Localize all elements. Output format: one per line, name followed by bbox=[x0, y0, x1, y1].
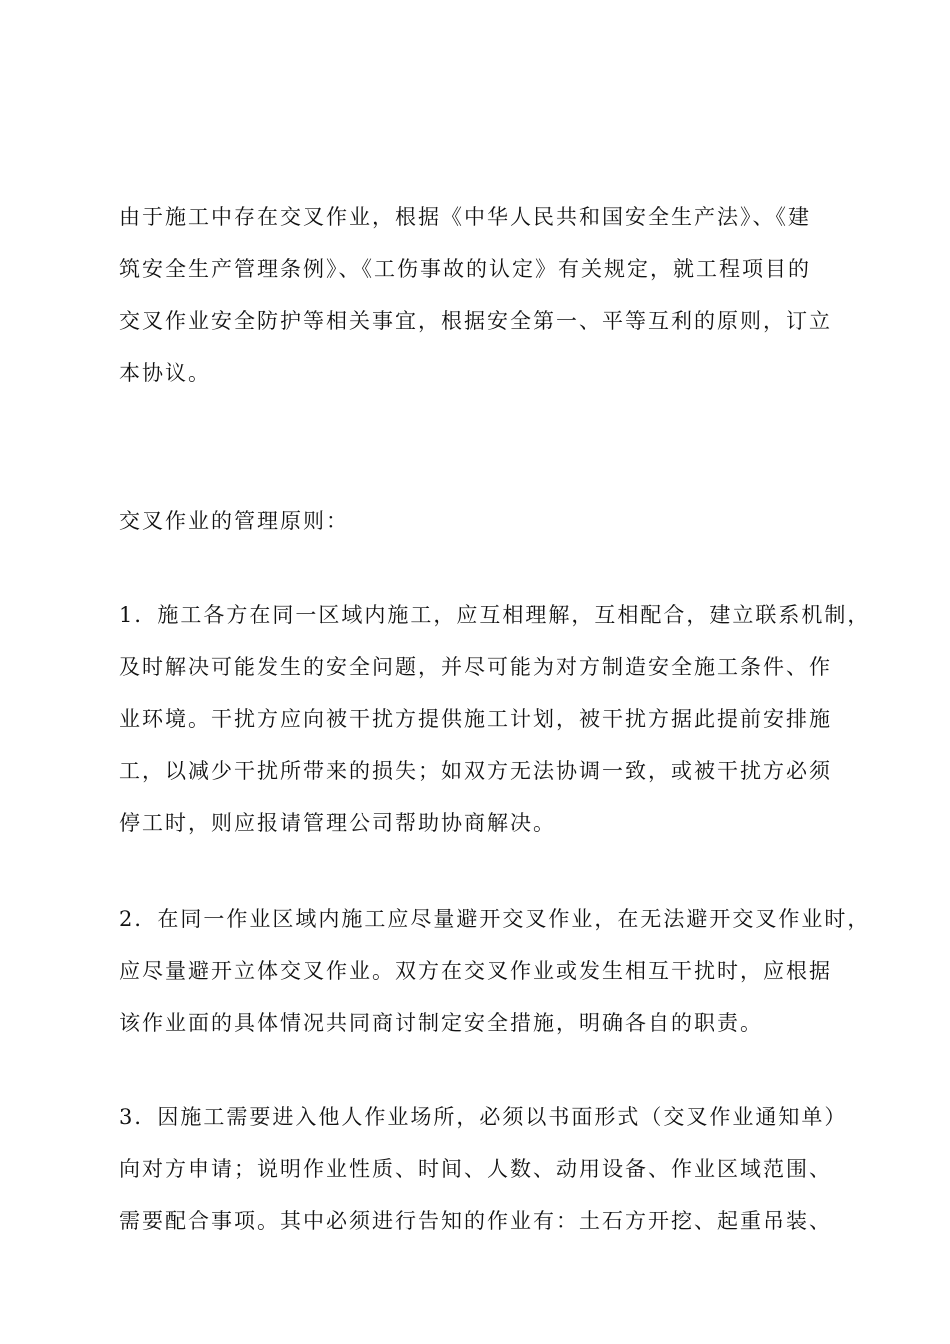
item-3-line-1: 3．因施工需要进入他人作业场所，必须以书面形式（交叉作业通知单） bbox=[119, 1105, 848, 1129]
item-1-line-1: 1．施工各方在同一区域内施工，应互相理解，互相配合，建立联系机制， bbox=[119, 603, 871, 627]
item-1-line-5: 停工时，则应报请管理公司帮助协商解决。 bbox=[119, 811, 556, 835]
intro-line-2: 筑安全生产管理条例》、《工伤事故的认定》有关规定，就工程项目的 bbox=[119, 257, 811, 281]
item-3-line-3: 需要配合事项。其中必须进行告知的作业有：土石方开挖、起重吊装、 bbox=[119, 1209, 832, 1233]
intro-line-1: 由于施工中存在交叉作业，根据《中华人民共和国安全生产法》、《建 bbox=[119, 205, 811, 229]
item-2-line-2: 应尽量避开立体交叉作业。双方在交叉作业或发生相互干扰时，应根据 bbox=[119, 959, 832, 983]
intro-line-4: 本协议。 bbox=[119, 361, 211, 385]
intro-line-3: 交叉作业安全防护等相关事宜，根据安全第一、平等互利的原则，订立 bbox=[119, 309, 832, 333]
item-2-line-3: 该作业面的具体情况共同商讨制定安全措施，明确各自的职责。 bbox=[119, 1011, 763, 1035]
item-1-line-4: 工，以减少干扰所带来的损失；如双方无法协调一致，或被干扰方必须 bbox=[119, 759, 832, 783]
section-heading: 交叉作业的管理原则： bbox=[119, 509, 349, 533]
item-2-line-1: 2．在同一作业区域内施工应尽量避开交叉作业，在无法避开交叉作业时， bbox=[119, 907, 871, 931]
item-3-line-2: 向对方申请；说明作业性质、时间、人数、动用设备、作业区域范围、 bbox=[119, 1157, 832, 1181]
item-1-line-2: 及时解决可能发生的安全问题，并尽可能为对方制造安全施工条件、作 bbox=[119, 655, 832, 679]
item-1-line-3: 业环境。干扰方应向被干扰方提供施工计划，被干扰方据此提前安排施 bbox=[119, 707, 832, 731]
